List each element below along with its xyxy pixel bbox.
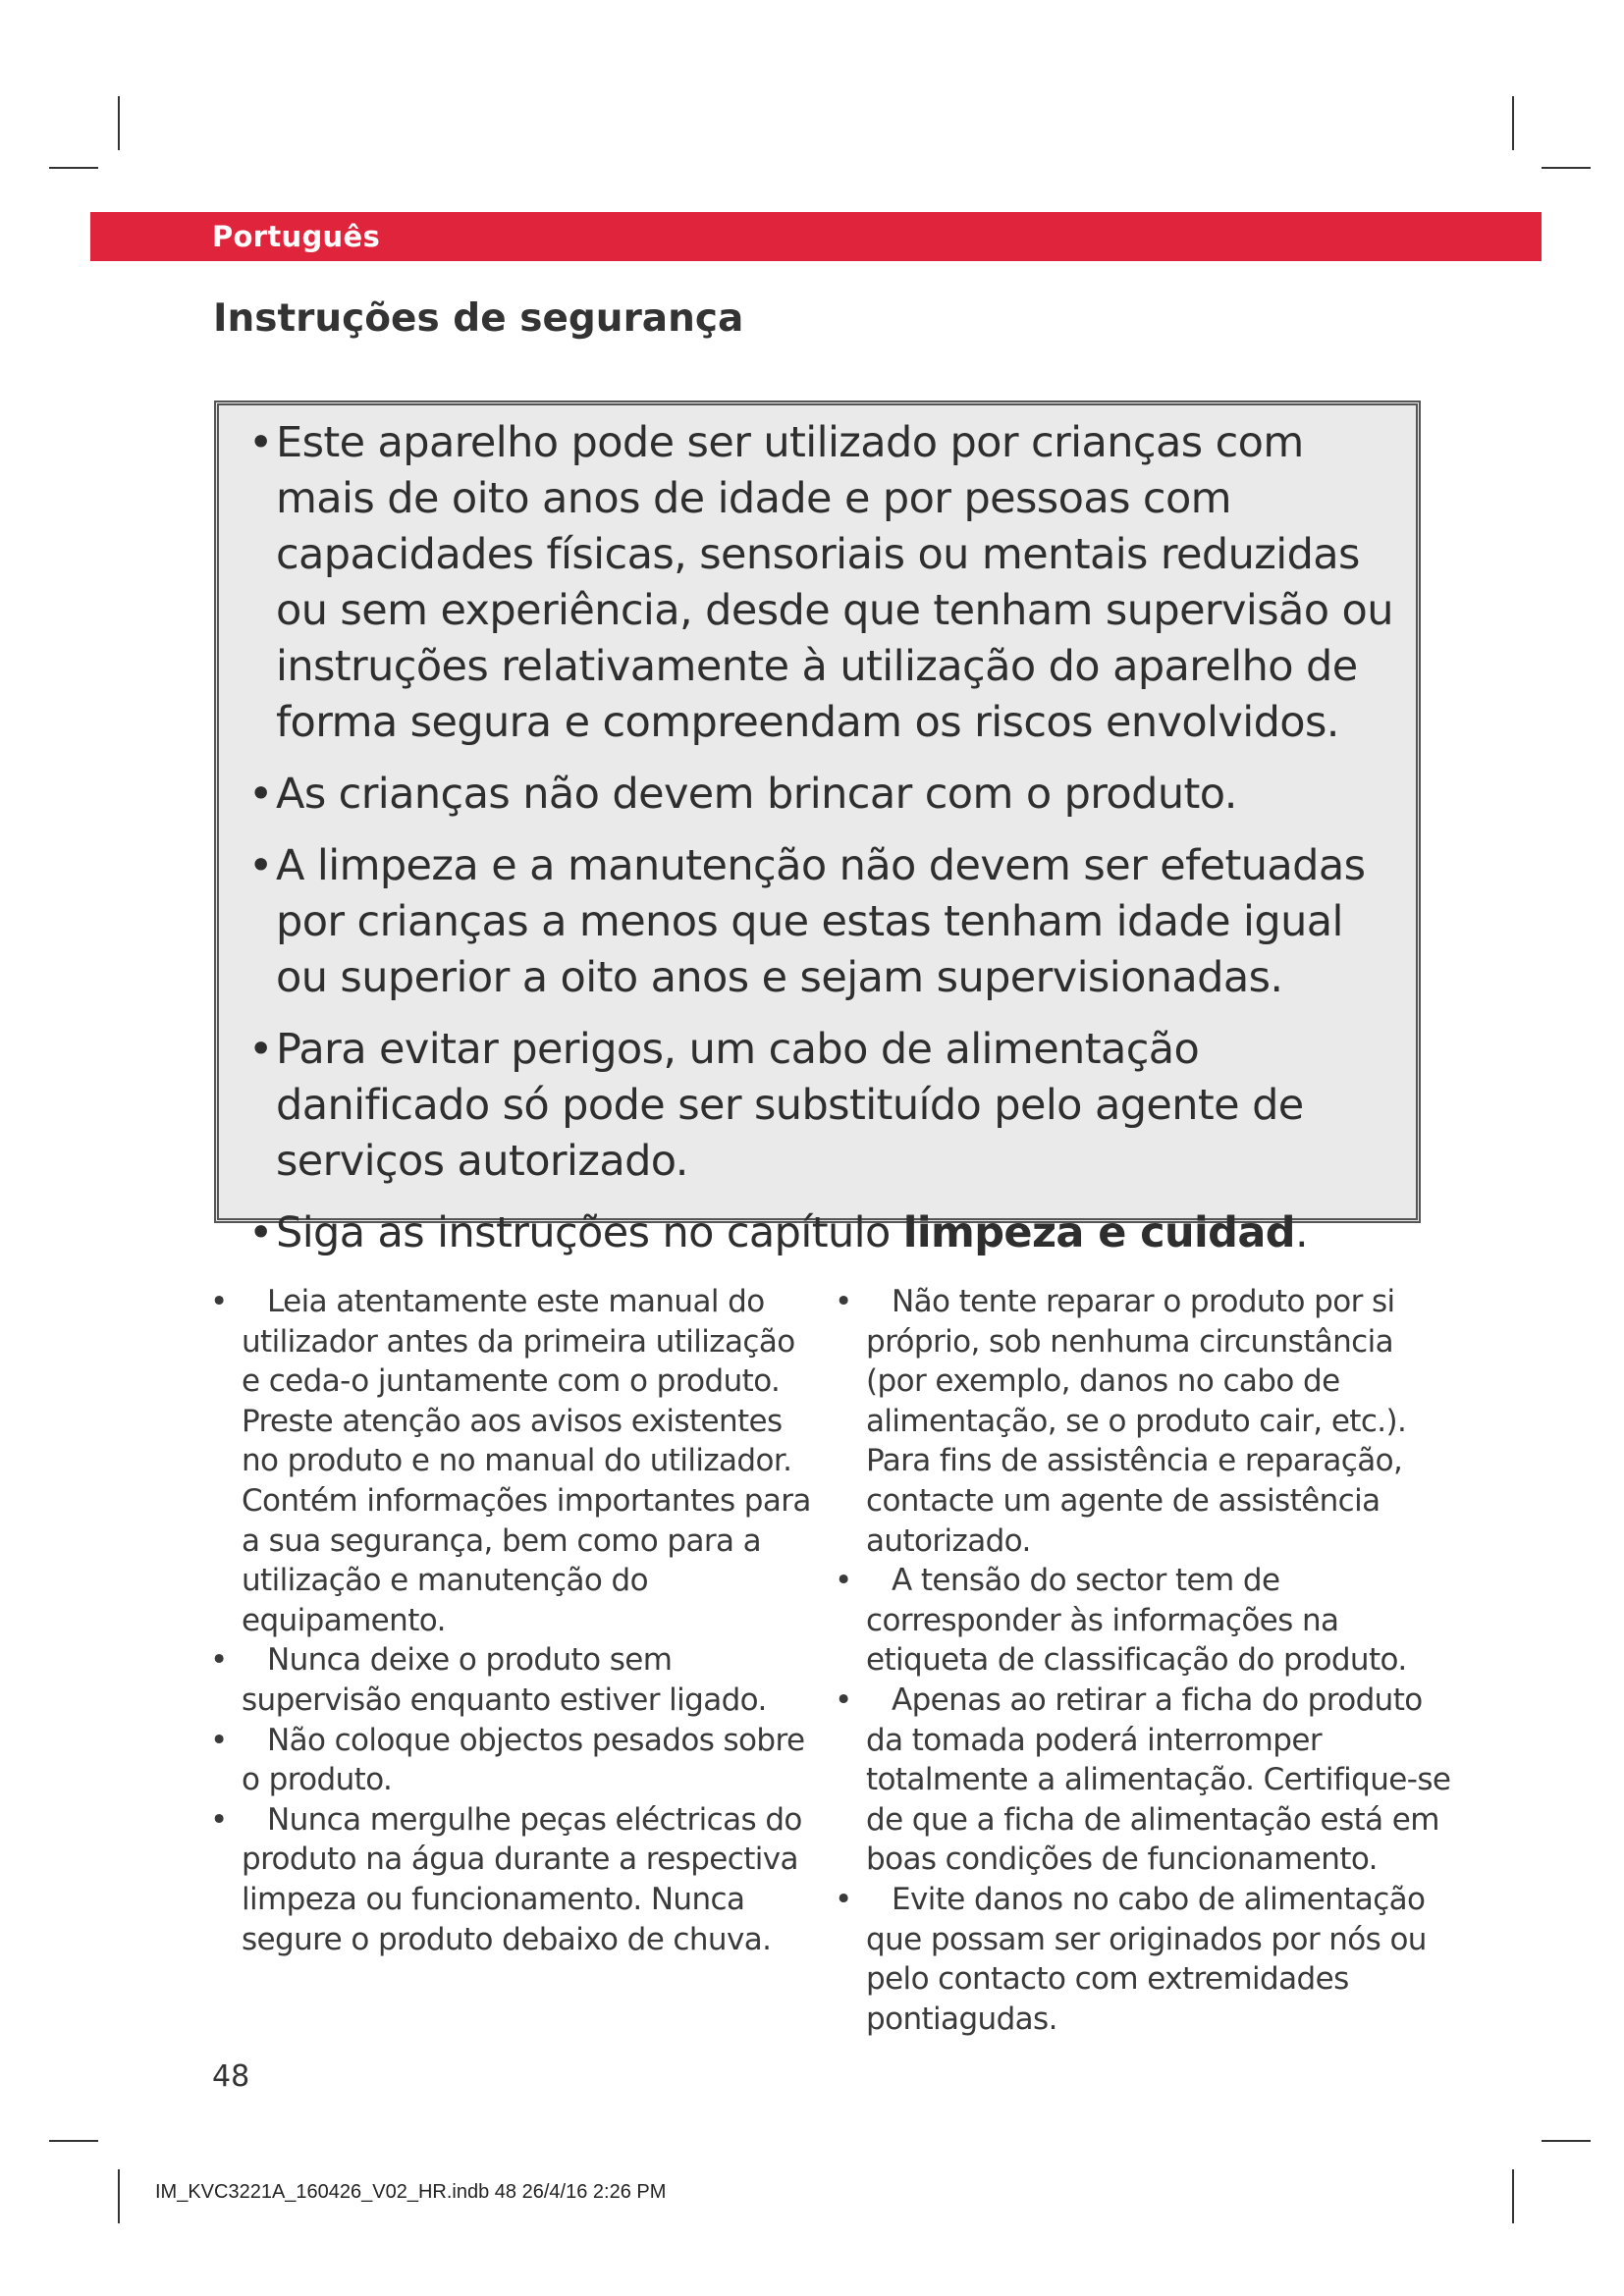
crop-mark [49, 2140, 98, 2142]
section-title: Instruções de segurança [213, 296, 744, 341]
instruction-item [831, 1681, 1459, 1880]
crop-mark [1512, 2169, 1514, 2223]
instruction-list [831, 1282, 1459, 2039]
warning-text: As crianças não devem brincar com o produto. [276, 770, 1237, 819]
instruction-list [206, 1282, 815, 1959]
page-number: 48 [212, 2059, 250, 2094]
crop-mark [49, 167, 98, 169]
instruction-text: Evite danos no cabo de alimentação que possam ser originados por nós ou pelo contacto com extremidades pontiagudas. [866, 1881, 1427, 2037]
crop-mark [1512, 96, 1514, 150]
warning-text: Para evitar perigos, um cabo de alimentação danificado só pode ser substituído pelo agente de serviços autorizado. [276, 1025, 1304, 1186]
bullet-icon: • [210, 1642, 228, 1679]
instruction-text: Nunca deixe o produto sem supervisão enquanto estiver ligado. [242, 1642, 767, 1718]
safety-warning-box [214, 400, 1421, 1257]
warning-text-suffix: . [1294, 1208, 1309, 1257]
bullet-icon: • [835, 1284, 852, 1319]
instruction-text: Não tente reparar o produto por si próprio, sob nenhuma circunstância (por exemplo, danos no cabo de alimentação, se o produto cair, etc.). Para fins de assistência e reparação, contacte um agente de assistência autorizado. [866, 1284, 1407, 1559]
bullet-icon: • [210, 1722, 228, 1758]
instruction-item [831, 1880, 1459, 2039]
bullet-icon: • [248, 418, 273, 467]
instruction-item [206, 1721, 815, 1800]
bullet-icon: • [835, 1881, 852, 1917]
instruction-text: Apenas ao retirar a ficha do produto da tomada poderá interromper totalmente a alimentação. Certifique-se de que a ficha de alimentação está em boas condições de funcionamento. [866, 1682, 1451, 1878]
instruction-item [206, 1800, 815, 1959]
bullet-icon: • [835, 1682, 852, 1718]
bullet-icon: • [210, 1284, 228, 1319]
warning-item [248, 767, 1396, 823]
bullet-icon: • [248, 770, 273, 819]
crop-mark [118, 96, 120, 150]
instruction-item [831, 1561, 1459, 1681]
instruction-item [206, 1640, 815, 1720]
warning-text: A limpeza e a manutenção não devem ser efetuadas por crianças a menos que estas tenham idade igual ou superior a oito anos e sejam supervisionadas. [276, 841, 1366, 1002]
warning-text-prefix: Siga as instruções no capítulo [276, 1208, 903, 1257]
chapter-reference: limpeza e cuidad [902, 1208, 1295, 1257]
language-bar [90, 212, 1542, 261]
instruction-text: Nunca mergulhe peças eléctricas do produto na água durante a respectiva limpeza ou funcionamento. Nunca segure o produto debaixo de chuva. [242, 1801, 802, 1957]
left-column [206, 1282, 815, 1959]
instruction-text: A tensão do sector tem de corresponder às informações na etiqueta de classificação do produto. [866, 1563, 1407, 1679]
bullet-icon: • [248, 1025, 273, 1074]
bullet-icon: • [248, 841, 273, 890]
crop-mark [1542, 167, 1591, 169]
instruction-item [831, 1282, 1459, 1561]
right-column [831, 1282, 1459, 2039]
warning-item [248, 415, 1396, 751]
crop-mark [1542, 2140, 1591, 2142]
bullet-icon: • [248, 1208, 273, 1257]
print-slug: IM_KVC3221A_160426_V02_HR.indb 48 26/4/16 2:26 PM [155, 2181, 667, 2203]
instruction-text: Não coloque objectos pesados sobre o produto. [242, 1722, 805, 1798]
bullet-icon: • [210, 1801, 228, 1838]
crop-mark [118, 2169, 120, 2223]
warning-item [248, 1022, 1396, 1190]
instruction-text: Leia atentamente este manual do utilizador antes da primeira utilização e ceda-o juntamente com o produto. Preste atenção aos avisos existentes no produto e no manual do utilizador. Contém informações importantes para a sua segurança, bem como para a utilização e manutenção do equipamento. [242, 1284, 811, 1638]
bullet-icon: • [835, 1563, 852, 1599]
warning-item [248, 1205, 1396, 1261]
warning-list [219, 405, 1416, 1261]
language-label: Português [212, 220, 381, 253]
warning-text: Este aparelho pode ser utilizado por crianças com mais de oito anos de idade e por pessoas com capacidades físicas, sensoriais ou mentais reduzidas ou sem experiência, desde que tenham supervisão ou instruções relativamente à utilização do aparelho de forma segura e compreendam os riscos envolvidos. [276, 418, 1393, 747]
warning-item [248, 838, 1396, 1006]
instruction-item [206, 1282, 815, 1640]
